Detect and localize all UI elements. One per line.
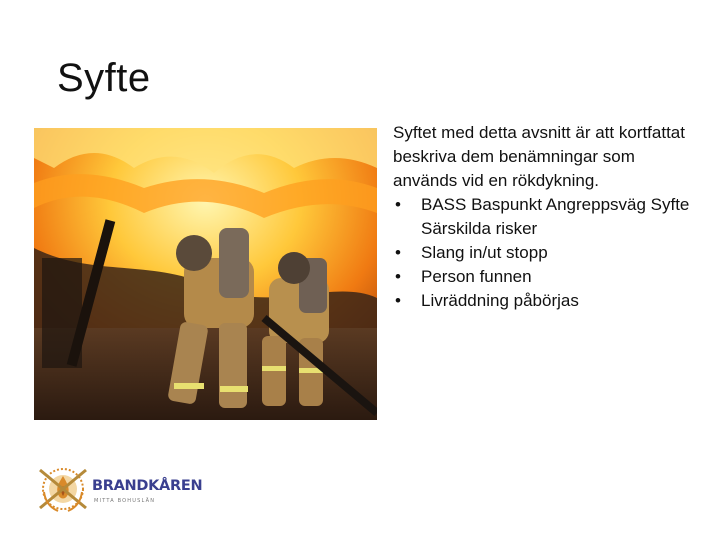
list-item-text: Person funnen (421, 267, 532, 286)
brandkaren-logo (36, 462, 203, 518)
slide-body (393, 121, 693, 313)
bullet-icon: • (395, 267, 401, 286)
logo-tagline: MITTA BOHUSLÄN (94, 498, 156, 504)
bullet-icon: • (395, 243, 401, 262)
list-item-text: Livräddning påbörjas (421, 291, 579, 310)
list-item (393, 265, 693, 289)
bullet-icon: • (395, 195, 401, 214)
list-item-text: BASS Baspunkt Angreppsväg Syfte Särskilda risker (421, 195, 690, 238)
slide-title: Syfte (57, 56, 151, 100)
list-item (393, 289, 693, 313)
list-item (393, 193, 693, 241)
firefighters-photo (34, 128, 377, 420)
list-item-text: Slang in/ut stopp (421, 243, 548, 262)
logo-name: BRANDKÅREN (92, 478, 203, 494)
list-item (393, 241, 693, 265)
intro-paragraph: Syftet med detta avsnitt är att kortfattat beskriva dem benämningar som används vid en rökdykning. (393, 123, 685, 190)
bullet-icon: • (395, 291, 401, 310)
bullet-list (393, 193, 693, 313)
fire-brigade-emblem-icon (36, 462, 90, 516)
